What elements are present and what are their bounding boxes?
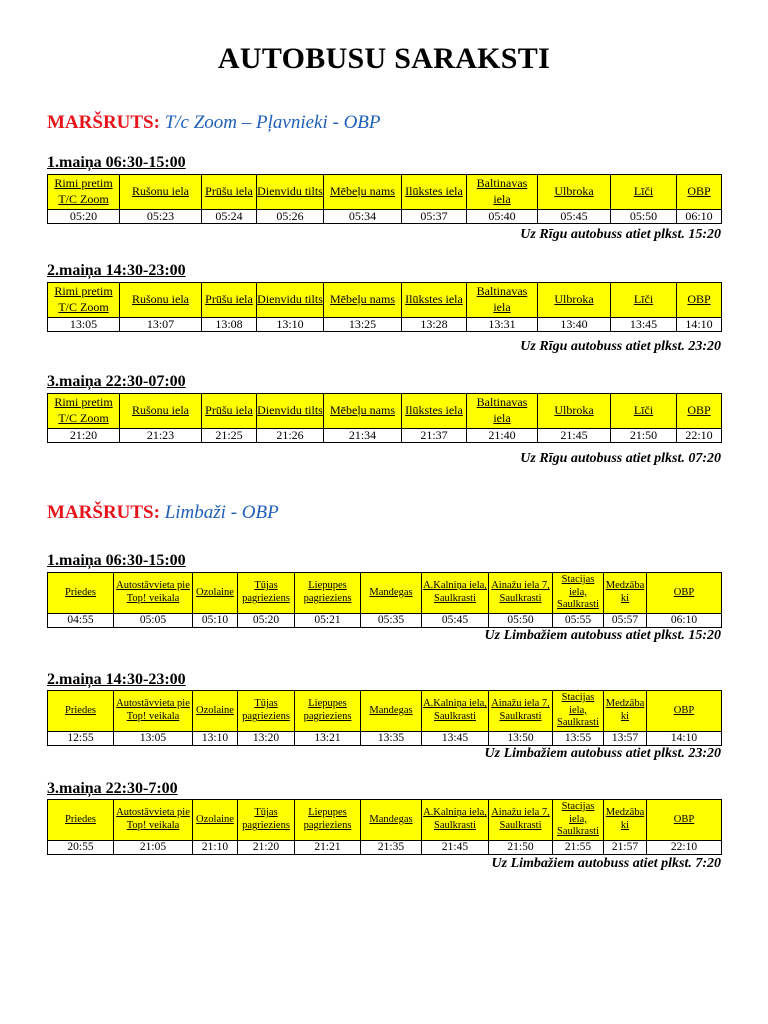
departure-time-cell: 05:35	[361, 614, 422, 628]
departure-time-cell: 04:55	[48, 614, 114, 628]
stop-name-cell: Ozolaine	[193, 800, 238, 841]
shift-title: 1.maiņa 06:30-15:00	[47, 154, 186, 171]
departure-time-cell: 13:31	[467, 318, 538, 332]
departure-time-cell: 14:10	[647, 732, 722, 746]
departure-time-cell: 21:20	[48, 429, 120, 443]
schedule-table	[47, 690, 722, 746]
departure-time-cell: 13:45	[422, 732, 489, 746]
departure-time-cell: 05:50	[611, 210, 677, 224]
stop-name-cell: Prūšu iela	[202, 283, 257, 318]
departure-time-cell: 13:05	[48, 318, 120, 332]
departure-time-cell: 13:55	[553, 732, 604, 746]
departure-time-cell: 22:10	[677, 429, 722, 443]
stop-name-cell: Autostāvvieta pie Top! veikala	[114, 573, 193, 614]
stop-name-cell: Liepupes pagrieziens	[295, 800, 361, 841]
stop-name-cell: Ozolaine	[193, 691, 238, 732]
departure-time-cell: 05:40	[467, 210, 538, 224]
departure-time-cell: 05:45	[538, 210, 611, 224]
departure-time-cell: 21:34	[324, 429, 402, 443]
departure-time-cell: 05:10	[193, 614, 238, 628]
stop-name-cell: Ozolaine	[193, 573, 238, 614]
times-row	[48, 841, 722, 855]
stop-name-cell: Ainažu iela 7, Saulkrasti	[489, 691, 553, 732]
departure-time-cell: 21:50	[489, 841, 553, 855]
departure-time-cell: 05:34	[324, 210, 402, 224]
times-row	[48, 210, 722, 224]
times-row	[48, 614, 722, 628]
departure-time-cell: 13:10	[257, 318, 324, 332]
departure-time-cell: 13:21	[295, 732, 361, 746]
departure-time-cell: 13:20	[238, 732, 295, 746]
stop-name-cell: Mandegas	[361, 691, 422, 732]
departure-time-cell: 05:37	[402, 210, 467, 224]
page-title: AUTOBUSU SARAKSTI	[217, 42, 551, 75]
stop-name-cell: Ilūkstes iela	[402, 175, 467, 210]
stop-name-cell: Baltinavas iela	[467, 283, 538, 318]
stop-name-cell: Ainažu iela 7, Saulkrasti	[489, 800, 553, 841]
stop-name-cell: Medzāba ki	[604, 573, 647, 614]
departure-time-cell: 06:10	[647, 614, 722, 628]
stop-name-cell: Priedes	[48, 573, 114, 614]
departure-time-cell: 21:23	[120, 429, 202, 443]
return-bus-note: Uz Limbažiem autobuss atiet plkst. 7:20	[491, 856, 721, 871]
stop-name-cell: A.Kalniņa iela, Saulkrasti	[422, 800, 489, 841]
departure-time-cell: 13:40	[538, 318, 611, 332]
stop-name-cell: Rimi pretim T/C Zoom	[48, 283, 120, 318]
stop-name-cell: Baltinavas iela	[467, 394, 538, 429]
departure-time-cell: 22:10	[647, 841, 722, 855]
departure-time-cell: 21:57	[604, 841, 647, 855]
stop-name-cell: A.Kalniņa iela, Saulkrasti	[422, 573, 489, 614]
stop-name-cell: Mandegas	[361, 573, 422, 614]
schedule-table	[47, 799, 722, 855]
stops-row	[48, 283, 722, 318]
stop-name-cell: OBP	[677, 283, 722, 318]
stop-name-cell: Ilūkstes iela	[402, 394, 467, 429]
schedule-table	[47, 174, 722, 224]
shift-title: 2.maiņa 14:30-23:00	[47, 262, 186, 279]
stop-name-cell: OBP	[677, 175, 722, 210]
departure-time-cell: 13:07	[120, 318, 202, 332]
stop-name-cell: Autostāvvieta pie Top! veikala	[114, 691, 193, 732]
return-bus-note: Uz Rīgu autobuss atiet plkst. 23:20	[520, 339, 721, 354]
times-row	[48, 318, 722, 332]
stop-name-cell: Tūjas pagrieziens	[238, 691, 295, 732]
departure-time-cell: 05:26	[257, 210, 324, 224]
stop-name-cell: OBP	[647, 800, 722, 841]
stop-name-cell: Priedes	[48, 800, 114, 841]
schedule-table	[47, 572, 722, 628]
shift-title: 1.maiņa 06:30-15:00	[47, 552, 186, 569]
departure-time-cell: 13:10	[193, 732, 238, 746]
departure-time-cell: 14:10	[677, 318, 722, 332]
times-row	[48, 732, 722, 746]
stop-name-cell: Rušonu iela	[120, 394, 202, 429]
stop-name-cell: Autostāvvieta pie Top! veikala	[114, 800, 193, 841]
stop-name-cell: Ulbroka	[538, 175, 611, 210]
stop-name-cell: OBP	[647, 691, 722, 732]
departure-time-cell: 21:45	[538, 429, 611, 443]
stop-name-cell: Mēbeļu nams	[324, 175, 402, 210]
departure-time-cell: 05:20	[238, 614, 295, 628]
departure-time-cell: 05:57	[604, 614, 647, 628]
shift-title: 3.maiņa 22:30-7:00	[47, 780, 178, 797]
stop-name-cell: Tūjas pagrieziens	[238, 800, 295, 841]
departure-time-cell: 12:55	[48, 732, 114, 746]
stop-name-cell: Rimi pretim T/C Zoom	[48, 175, 120, 210]
route-label: MARŠRUTS:	[47, 502, 160, 523]
stops-row	[48, 800, 722, 841]
departure-time-cell: 21:21	[295, 841, 361, 855]
departure-time-cell: 13:25	[324, 318, 402, 332]
stop-name-cell: OBP	[677, 394, 722, 429]
stop-name-cell: Liepupes pagrieziens	[295, 573, 361, 614]
stop-name-cell: Priedes	[48, 691, 114, 732]
stop-name-cell: Dienvidu tilts	[257, 394, 324, 429]
stop-name-cell: Ainažu iela 7, Saulkrasti	[489, 573, 553, 614]
stop-name-cell: Prūšu iela	[202, 175, 257, 210]
departure-time-cell: 05:55	[553, 614, 604, 628]
shift-title: 2.maiņa 14:30-23:00	[47, 671, 186, 688]
return-bus-note: Uz Limbažiem autobuss atiet plkst. 15:20	[484, 628, 721, 643]
departure-time-cell: 13:05	[114, 732, 193, 746]
stop-name-cell: Mēbeļu nams	[324, 283, 402, 318]
stop-name-cell: Stacijas iela, Saulkrasti	[553, 800, 604, 841]
stops-row	[48, 394, 722, 429]
route-heading	[47, 112, 381, 134]
departure-time-cell: 21:55	[553, 841, 604, 855]
stop-name-cell: Mandegas	[361, 800, 422, 841]
stop-name-cell: Stacijas iela, Saulkrasti	[553, 691, 604, 732]
stop-name-cell: Medzāba ki	[604, 800, 647, 841]
return-bus-note: Uz Rīgu autobuss atiet plkst. 07:20	[520, 451, 721, 466]
stop-name-cell: Medzāba ki	[604, 691, 647, 732]
return-bus-note: Uz Limbažiem autobuss atiet plkst. 23:20	[484, 746, 721, 761]
stop-name-cell: Baltinavas iela	[467, 175, 538, 210]
stops-row	[48, 175, 722, 210]
departure-time-cell: 05:50	[489, 614, 553, 628]
departure-time-cell: 05:45	[422, 614, 489, 628]
stop-name-cell: Liepupes pagrieziens	[295, 691, 361, 732]
departure-time-cell: 13:45	[611, 318, 677, 332]
departure-time-cell: 13:08	[202, 318, 257, 332]
stop-name-cell: Mēbeļu nams	[324, 394, 402, 429]
departure-time-cell: 05:24	[202, 210, 257, 224]
stop-name-cell: Prūšu iela	[202, 394, 257, 429]
departure-time-cell: 13:28	[402, 318, 467, 332]
stop-name-cell: Dienvidu tilts	[257, 175, 324, 210]
departure-time-cell: 05:20	[48, 210, 120, 224]
stop-name-cell: Līči	[611, 394, 677, 429]
stop-name-cell: Rušonu iela	[120, 283, 202, 318]
departure-time-cell: 21:50	[611, 429, 677, 443]
stop-name-cell: Stacijas iela, Saulkrasti	[553, 573, 604, 614]
shift-title: 3.maiņa 22:30-07:00	[47, 373, 186, 390]
stop-name-cell: Līči	[611, 175, 677, 210]
departure-time-cell: 21:26	[257, 429, 324, 443]
stop-name-cell: OBP	[647, 573, 722, 614]
departure-time-cell: 21:40	[467, 429, 538, 443]
departure-time-cell: 21:37	[402, 429, 467, 443]
departure-time-cell: 21:25	[202, 429, 257, 443]
departure-time-cell: 21:10	[193, 841, 238, 855]
route-heading	[47, 502, 279, 524]
departure-time-cell: 06:10	[677, 210, 722, 224]
route-name: Limbaži - OBP	[164, 502, 279, 523]
departure-time-cell: 05:21	[295, 614, 361, 628]
departure-time-cell: 05:23	[120, 210, 202, 224]
stop-name-cell: Ulbroka	[538, 283, 611, 318]
schedule-table	[47, 393, 722, 443]
departure-time-cell: 21:35	[361, 841, 422, 855]
departure-time-cell: 21:45	[422, 841, 489, 855]
departure-time-cell: 05:05	[114, 614, 193, 628]
stops-row	[48, 573, 722, 614]
stop-name-cell: A.Kalniņa iela, Saulkrasti	[422, 691, 489, 732]
times-row	[48, 429, 722, 443]
stops-row	[48, 691, 722, 732]
departure-time-cell: 21:05	[114, 841, 193, 855]
stop-name-cell: Tūjas pagrieziens	[238, 573, 295, 614]
stop-name-cell: Rimi pretim T/C Zoom	[48, 394, 120, 429]
return-bus-note: Uz Rīgu autobuss atiet plkst. 15:20	[520, 227, 721, 242]
departure-time-cell: 21:20	[238, 841, 295, 855]
schedule-table	[47, 282, 722, 332]
departure-time-cell: 13:57	[604, 732, 647, 746]
stop-name-cell: Ilūkstes iela	[402, 283, 467, 318]
departure-time-cell: 20:55	[48, 841, 114, 855]
stop-name-cell: Dienvidu tilts	[257, 283, 324, 318]
stop-name-cell: Rušonu iela	[120, 175, 202, 210]
route-name: T/c Zoom – Pļavnieki - OBP	[164, 112, 381, 133]
stop-name-cell: Līči	[611, 283, 677, 318]
departure-time-cell: 13:35	[361, 732, 422, 746]
route-label: MARŠRUTS:	[47, 112, 160, 133]
stop-name-cell: Ulbroka	[538, 394, 611, 429]
departure-time-cell: 13:50	[489, 732, 553, 746]
